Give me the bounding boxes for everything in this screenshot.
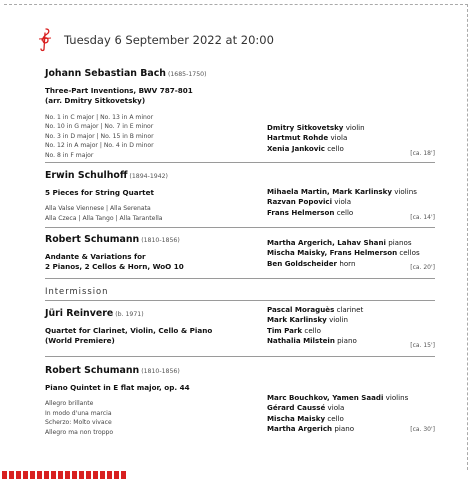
program-item	[45, 234, 435, 273]
program-item	[45, 68, 435, 160]
movement-list: No. 1 in C major | No. 13 in A minor No. 10 in G major | No. 7 in E minor No. 3 in D major | No. 15 in B minor No. 12 in A major | No. 4 in D minor No. 8 in F major	[45, 113, 154, 159]
composer-name: Erwin Schulhoff (1894-1942)	[45, 170, 168, 181]
work-title: Piano Quintet in E flat major, op. 44	[45, 383, 190, 392]
work-title: Three-Part Inventions, BWV 787-801 (arr. Dmitry Sitkovetsky)	[45, 86, 193, 106]
section-divider	[45, 300, 435, 301]
intermission-label: Intermission	[45, 286, 109, 296]
work-title: 5 Pieces for String Quartet	[45, 188, 154, 197]
duration-label: [ca. 18']	[410, 150, 435, 157]
performer-list: Marc Bouchkov, Yamen Saadi violins Gérard Caussé viola Mischa Maisky cello Martha Argerich piano	[267, 393, 409, 433]
program-item	[45, 365, 435, 437]
composer-name: Johann Sebastian Bach (1685-1750)	[45, 68, 207, 79]
cropped-red-heading	[2, 471, 128, 479]
performer-list: Pascal Moraguès clarinet Mark Karlinsky violin Tim Park cello Nathalia Milstein piano	[267, 305, 364, 345]
composer-name: Jüri Reinvere (b. 1971)	[45, 308, 144, 319]
duration-label: [ca. 14']	[410, 214, 435, 221]
duration-label: [ca. 20']	[410, 264, 435, 271]
section-divider	[45, 162, 435, 163]
composer-name: Robert Schumann (1810-1856)	[45, 234, 180, 245]
composer-name: Robert Schumann (1810-1856)	[45, 365, 180, 376]
performer-list: Mihaela Martin, Mark Karlinsky violins Razvan Popovici viola Frans Helmerson cello	[267, 187, 417, 217]
clef-logo-icon	[37, 28, 53, 52]
section-divider	[45, 356, 435, 357]
program-item	[45, 305, 435, 349]
movement-list: Alla Valse Viennese | Alla Serenata Alla Czeca | Alla Tango | Alla Tarantella	[45, 205, 163, 222]
work-title: Andante & Variations for 2 Pianos, 2 Cellos & Horn, WoO 10	[45, 252, 184, 272]
cropped-next-page-strip	[0, 469, 474, 480]
work-title: Quartet for Clarinet, Violin, Cello & Piano (World Premiere)	[45, 326, 213, 346]
section-divider	[45, 278, 435, 279]
program-item	[45, 170, 435, 223]
performer-list: Dmitry Sitkovetsky violin Hartmut Rohde viola Xenia Jankovic cello	[267, 123, 365, 153]
section-divider	[45, 227, 435, 228]
concert-date: Tuesday 6 September 2022 at 20:00	[64, 33, 274, 47]
duration-label: [ca. 15']	[410, 342, 435, 349]
duration-label: [ca. 30']	[410, 426, 435, 433]
movement-list: Allegro brillante In modo d'una marcia Scherzo: Molto vivace Allegro ma non troppo	[45, 400, 114, 436]
performer-list: Martha Argerich, Lahav Shani pianos Mischa Maisky, Frans Helmerson cellos Ben Goldscheider horn	[267, 238, 420, 268]
